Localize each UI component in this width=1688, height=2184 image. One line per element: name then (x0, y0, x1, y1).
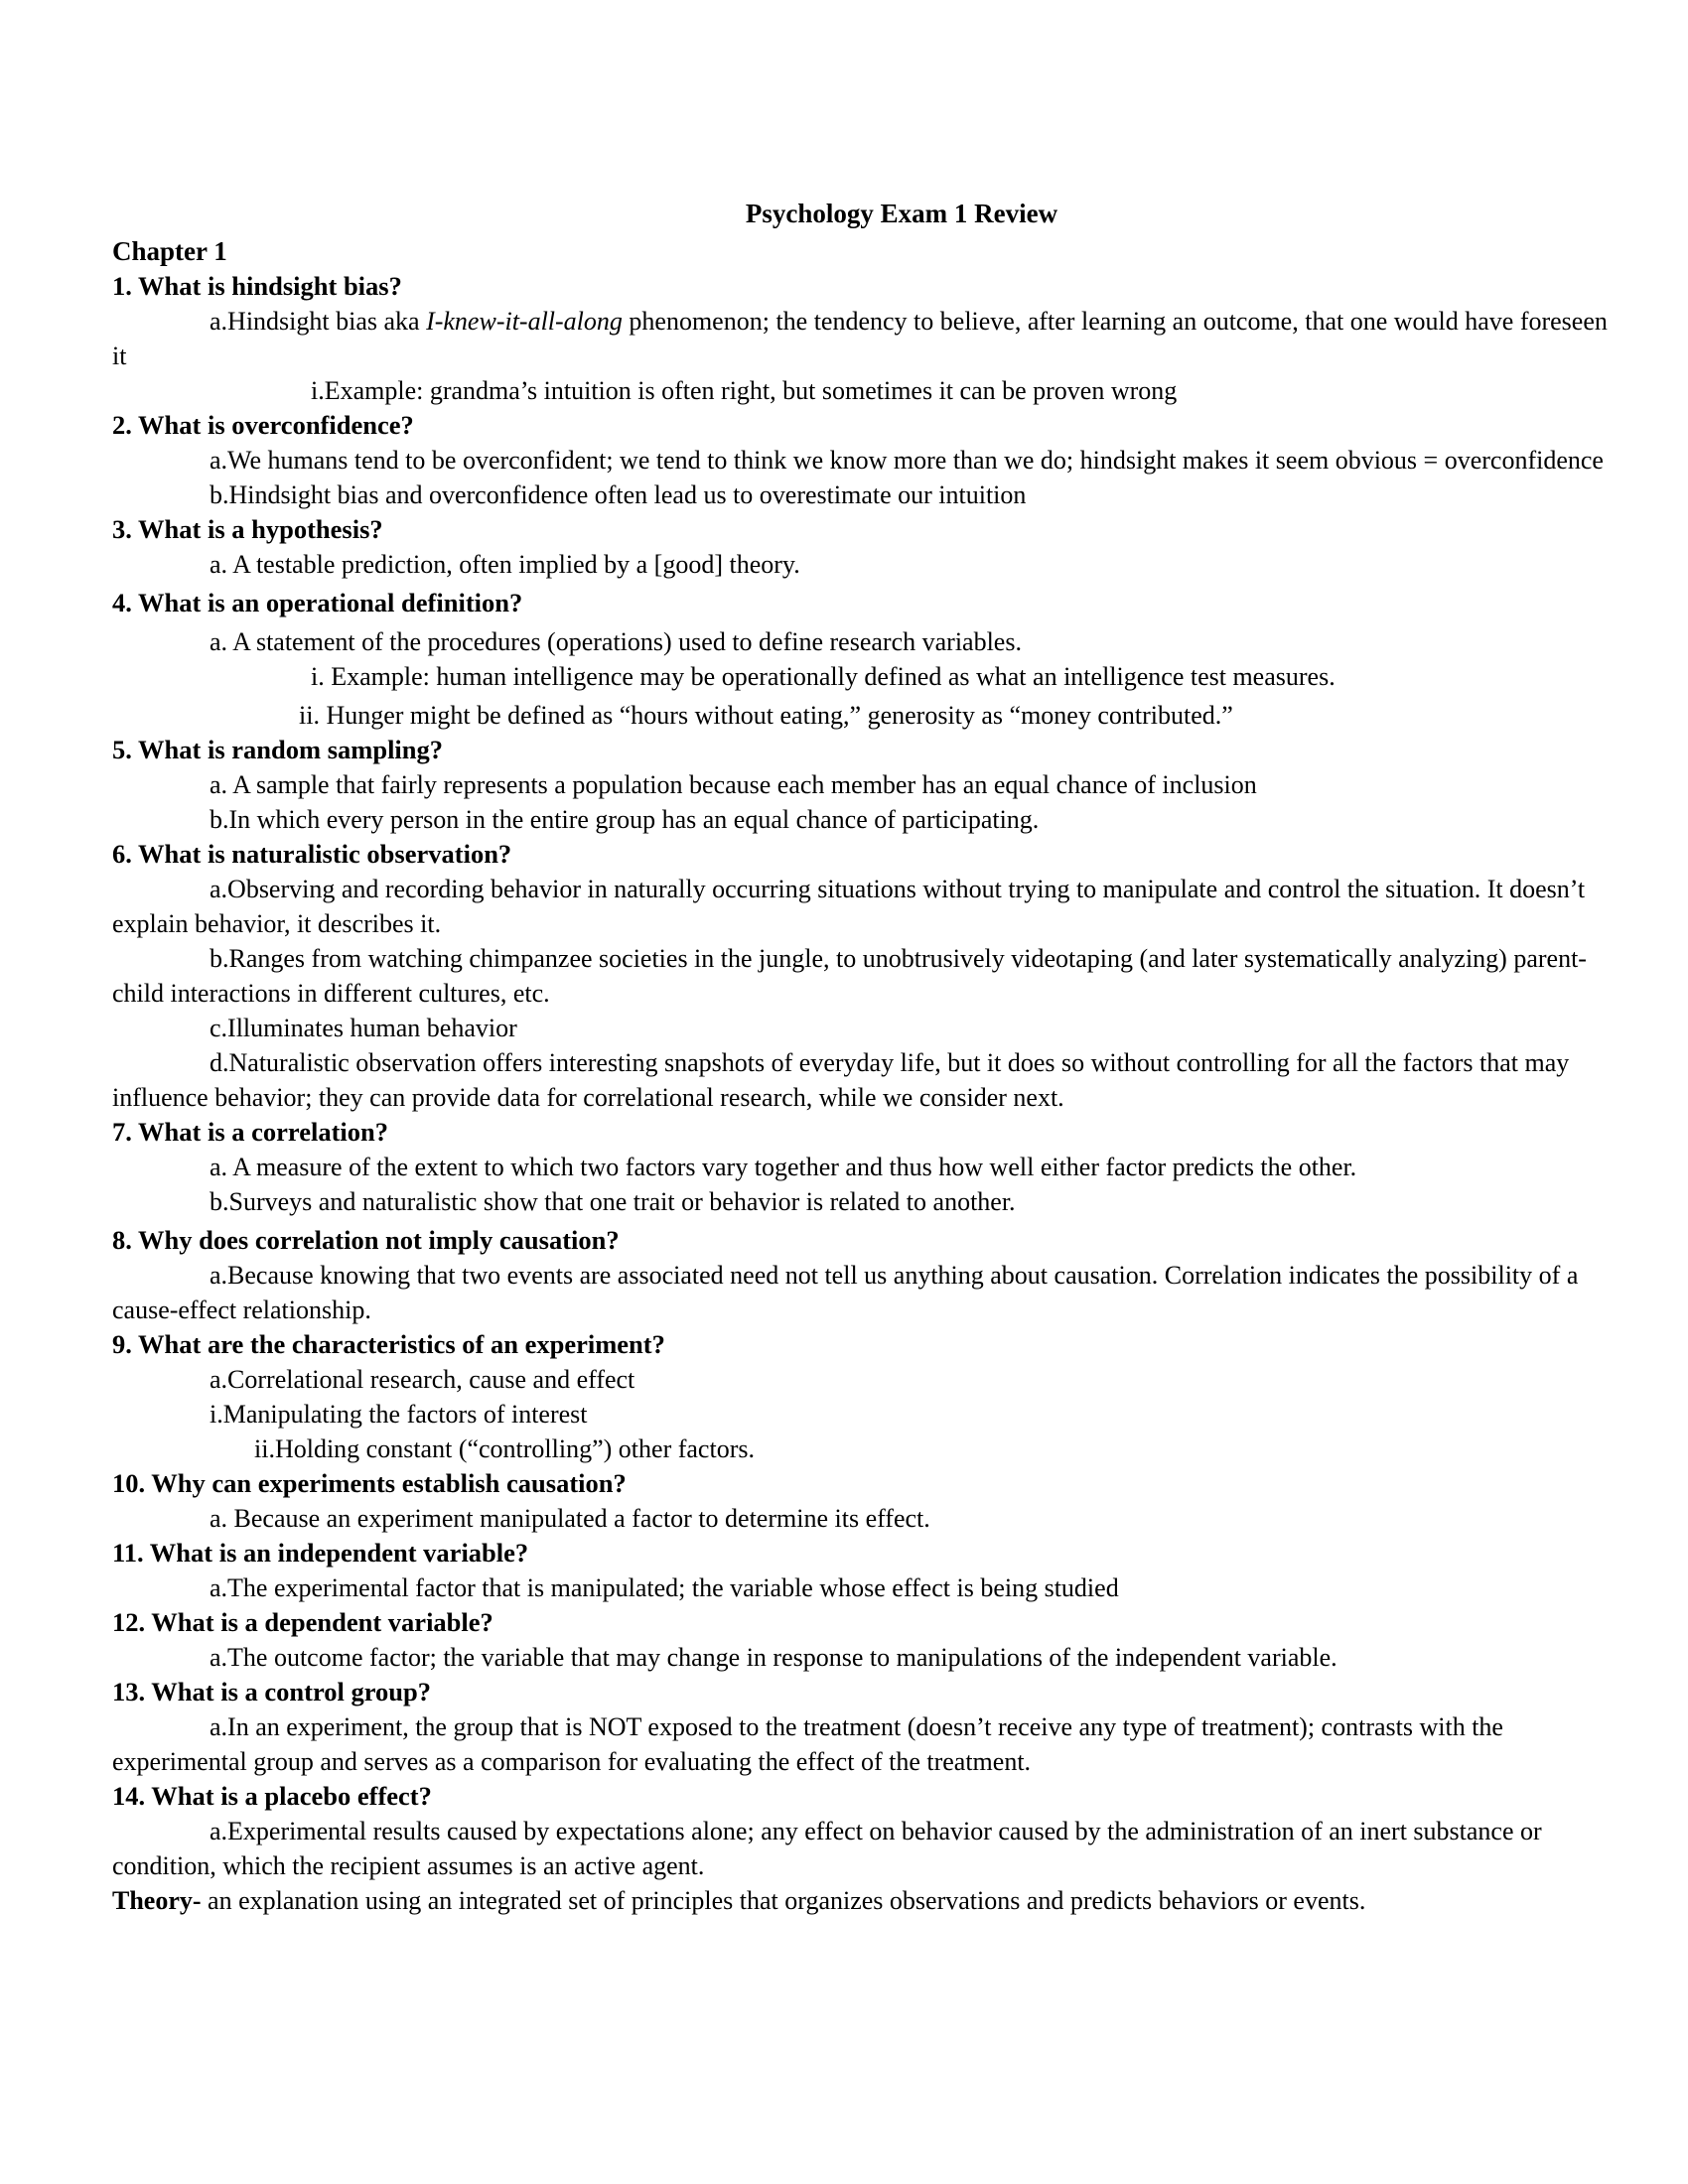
answer-9a: a.Correlational research, cause and effect (210, 1365, 635, 1394)
question-12: 12. What is a dependent variable? (112, 1607, 493, 1637)
answer-5b: b.In which every person in the entire group has an equal chance of participating. (210, 805, 1040, 834)
answer-11a: a.The experimental factor that is manipulated; the variable whose effect is being studied (210, 1573, 1119, 1602)
answer-4a-i: i. Example: human intelligence may be operationally defined as what an intelligence test measures. (311, 662, 1336, 691)
answer-3a: a. A testable prediction, often implied by a [good] theory. (210, 550, 800, 579)
answer-9a-i: i.Manipulating the factors of interest (210, 1400, 588, 1429)
theory-text: an explanation using an integrated set of principles that organizes observations and predicts behaviors or events. (201, 1886, 1366, 1915)
answer-2b: b.Hindsight bias and overconfidence often lead us to overestimate our intuition (210, 480, 1027, 509)
answer-1a-text-end: phenomenon; the tendency to believe, after learning an outcome, that one would have foreseen it (112, 307, 1608, 370)
question-9: 9. What are the characteristics of an experiment? (112, 1329, 665, 1359)
answer-4a-ii: ii. Hunger might be defined as “hours without eating,” generosity as “money contributed.” (299, 701, 1233, 730)
answer-7a: a. A measure of the extent to which two factors vary together and thus how well either factor predicts the other. (210, 1153, 1357, 1181)
theory-definition (112, 1883, 1612, 1918)
question-1: 1. What is hindsight bias? (112, 271, 402, 301)
answer-4a: a. A statement of the procedures (operations) used to define research variables. (210, 627, 1022, 656)
answer-1a-italic-term: I-knew-it-all-along (426, 307, 623, 336)
answer-10a: a. Because an experiment manipulated a factor to determine its effect. (210, 1504, 930, 1533)
answer-13a: a.In an experiment, the group that is NOT exposed to the treatment (doesn’t receive any type of treatment); contrasts with the experimental group and serves as a comparison for evaluating the effect of the treatment. (112, 1712, 1503, 1776)
question-5: 5. What is random sampling? (112, 735, 444, 764)
question-6: 6. What is naturalistic observation? (112, 839, 512, 869)
answer-8a: a.Because knowing that two events are associated need not tell us anything about causation. Correlation indicates the possibility of a cause-effect relationship. (112, 1261, 1579, 1324)
question-7: 7. What is a correlation? (112, 1117, 388, 1147)
answer-14a: a.Experimental results caused by expectations alone; any effect on behavior caused by the administration of an inert substance or condition, which the recipient assumes is an active agent. (112, 1817, 1542, 1880)
document-title: Psychology Exam 1 Review (745, 199, 1058, 228)
answer-7b: b.Surveys and naturalistic show that one trait or behavior is related to another. (210, 1187, 1016, 1216)
answer-2a: a.We humans tend to be overconfident; we tend to think we know more than we do; hindsight makes it seem obvious = overconfidence (210, 446, 1604, 475)
answer-12a: a.The outcome factor; the variable that may change in response to manipulations of the independent variable. (210, 1643, 1337, 1672)
theory-term: Theory- (112, 1886, 202, 1915)
answer-6d: d.Naturalistic observation offers interesting snapshots of everyday life, but it does so without controlling for all the factors that may influence behavior; they can provide data for correlational research, while we consider next. (112, 1048, 1570, 1112)
answer-6b: b.Ranges from watching chimpanzee societies in the jungle, to unobtrusively videotaping (and later systematically analyzing) parent-child interactions in different cultures, etc. (112, 944, 1587, 1008)
answer-1a-i: i.Example: grandma’s intuition is often right, but sometimes it can be proven wrong (311, 376, 1178, 405)
question-10: 10. Why can experiments establish causation? (112, 1468, 627, 1498)
chapter-heading: Chapter 1 (112, 236, 227, 266)
question-2: 2. What is overconfidence? (112, 410, 414, 440)
question-4: 4. What is an operational definition? (112, 588, 523, 617)
answer-1a (112, 304, 1612, 373)
question-14: 14. What is a placebo effect? (112, 1781, 432, 1811)
answer-5a: a. A sample that fairly represents a population because each member has an equal chance of inclusion (210, 770, 1257, 799)
question-13: 13. What is a control group? (112, 1677, 431, 1706)
question-3: 3. What is a hypothesis? (112, 514, 383, 544)
question-11: 11. What is an independent variable? (112, 1538, 529, 1568)
question-8: 8. Why does correlation not imply causation? (112, 1225, 620, 1255)
answer-1a-text-start: a.Hindsight bias aka (210, 307, 427, 336)
answer-6c: c.Illuminates human behavior (210, 1014, 517, 1042)
answer-9a-ii: ii.Holding constant (“controlling”) other factors. (254, 1434, 755, 1463)
answer-6a: a.Observing and recording behavior in naturally occurring situations without trying to manipulate and control the situation. It doesn’t explain behavior, it describes it. (112, 875, 1586, 938)
document-page (112, 197, 1612, 1918)
